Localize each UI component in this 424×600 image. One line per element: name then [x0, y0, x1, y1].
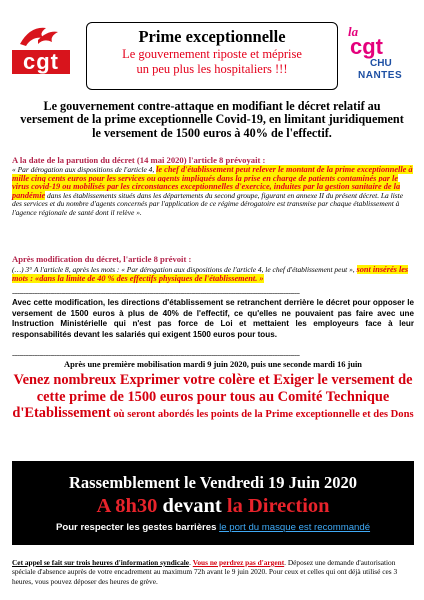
health-notice — [12, 522, 414, 533]
section-2-highlight: sont insérés les mots : «dans la limite de 40 % des effectifs physiques de l'établissement. » — [12, 265, 409, 283]
mobilisation-text: Après une première mobilisation mardi 9 juin 2020, puis une seconde mardi 16 juin — [64, 360, 362, 369]
logo-la-text: la — [348, 24, 359, 39]
rally-time: A 8h30 — [96, 495, 163, 517]
section-2-paragraph — [12, 266, 414, 283]
cgt-chu-nantes-logo — [346, 24, 416, 82]
footer-no-money-lost: Vous ne perdrez pas d'argent — [192, 558, 285, 567]
footer-sep: . — [189, 558, 193, 567]
section-1-text-b: dans les établissements situés dans les départements du second groupe, figurant en annexe II du présent décret. La liste des services et du nombre d'agents concernés par l'application de ce régime dérogatoire est transmise par chaque établissement à l'agence régionale de santé dont il relève ». — [12, 190, 404, 217]
section-2-text-a: (…) 3° A l'article 8, après les mots : « Par dérogation aux dispositions de l'article 4, le chef d'établissement peut », — [12, 265, 357, 274]
cta-secondary-text: où seront abordés les points de la Prime exceptionnelle et des Dons — [110, 409, 414, 421]
section-1-heading: A la date de la parution du décret (14 mai 2020) l'article 8 prévoyait : — [12, 155, 266, 165]
rally-date: Rassemblement le Vendredi 19 Juin 2020 — [68, 473, 357, 492]
rally-banner — [12, 461, 414, 545]
page-title: Prime exceptionnelle — [138, 27, 286, 46]
headline: Le gouvernement contre-attaque en modifiant le décret relatif au versement de la prime exceptionnelle Covid-19, en limitant juridiquement le versement de 1500 euros à 40% de l'effectif. — [20, 99, 404, 140]
separator-dashes-2: ------------------------------------------------------------------------------------------------------------------------------------------------------------- — [12, 352, 300, 359]
title-box — [86, 22, 338, 90]
bird-icon — [16, 24, 60, 48]
health-notice-text: Pour respecter les gestes barrières — [55, 522, 220, 533]
logo-cgt-text: cgt — [350, 34, 383, 59]
cta-main-text: Venez nombreux Exprimer votre colère et Exiger le versement de cette prime de 1500 euros pour tous au Comité Technique d'Etablissement — [12, 372, 413, 422]
section-2-heading: Après modification du décret, l'article 8 prévoit : — [12, 254, 192, 264]
footer-note — [12, 558, 414, 586]
footer-instructions: . Déposez une demande d'autorisation spéciale d'absence auprès de votre encadrement au maximum 72h avant le 9 juin 2020. Pour ceux et celles qui ont déjà utilisé ces 3 heures, vous pouvez déposer des heures de grève. — [12, 558, 398, 586]
main-paragraph: Avec cette modification, les directions d'établissement se retranchent derrière le décret pour opposer le versement de 1500 euros à plus de 40% de l'effectif, ce qu'elles ne pouvaient pas faire avec une Instruction Ministérielle qui n'est pas force de Loi et mettaient les employeurs face à leur responsabilités devant les salariés qui exigent 1500 euros pour tous. — [12, 298, 414, 339]
section-1-paragraph — [12, 166, 414, 218]
call-to-action — [12, 372, 414, 424]
logo-chu-text: CHU — [370, 58, 392, 69]
logo-city-text: NANTES — [358, 70, 403, 81]
rally-time-place — [12, 495, 414, 518]
mask-recommendation: le port du masque est recommandé — [219, 522, 371, 533]
rally-place: la Direction — [226, 495, 330, 517]
footer-info-hours: Cet appel se fait sur trois heures d'information syndicale — [12, 558, 190, 567]
separator-dashes-1: ------------------------------------------------------------------------------------------------------------------------------------------------------------- — [12, 290, 300, 297]
cgt-logo-left — [12, 24, 70, 76]
cgt-logo-text: cgt — [12, 50, 70, 74]
subtitle-line-1: Le gouvernement riposte et méprise — [122, 47, 302, 61]
rally-devant: devant — [162, 495, 227, 517]
section-1-text-a: « Par dérogation aux dispositions de l'article 4, — [12, 165, 157, 174]
section-1-highlight: le chef d'établissement peut relever le montant de la prime exceptionnelle à mille cinq cents euros pour les services ou agents impliqués dans la prise en charge de patients contaminés par le virus covid-19 ou mobilisés par les circonstances exceptionnelles d'exercice, induites par la gestion sanitaire de la pandémie — [12, 165, 413, 200]
subtitle-line-2: un peu plus les hospitaliers !!! — [136, 62, 288, 76]
